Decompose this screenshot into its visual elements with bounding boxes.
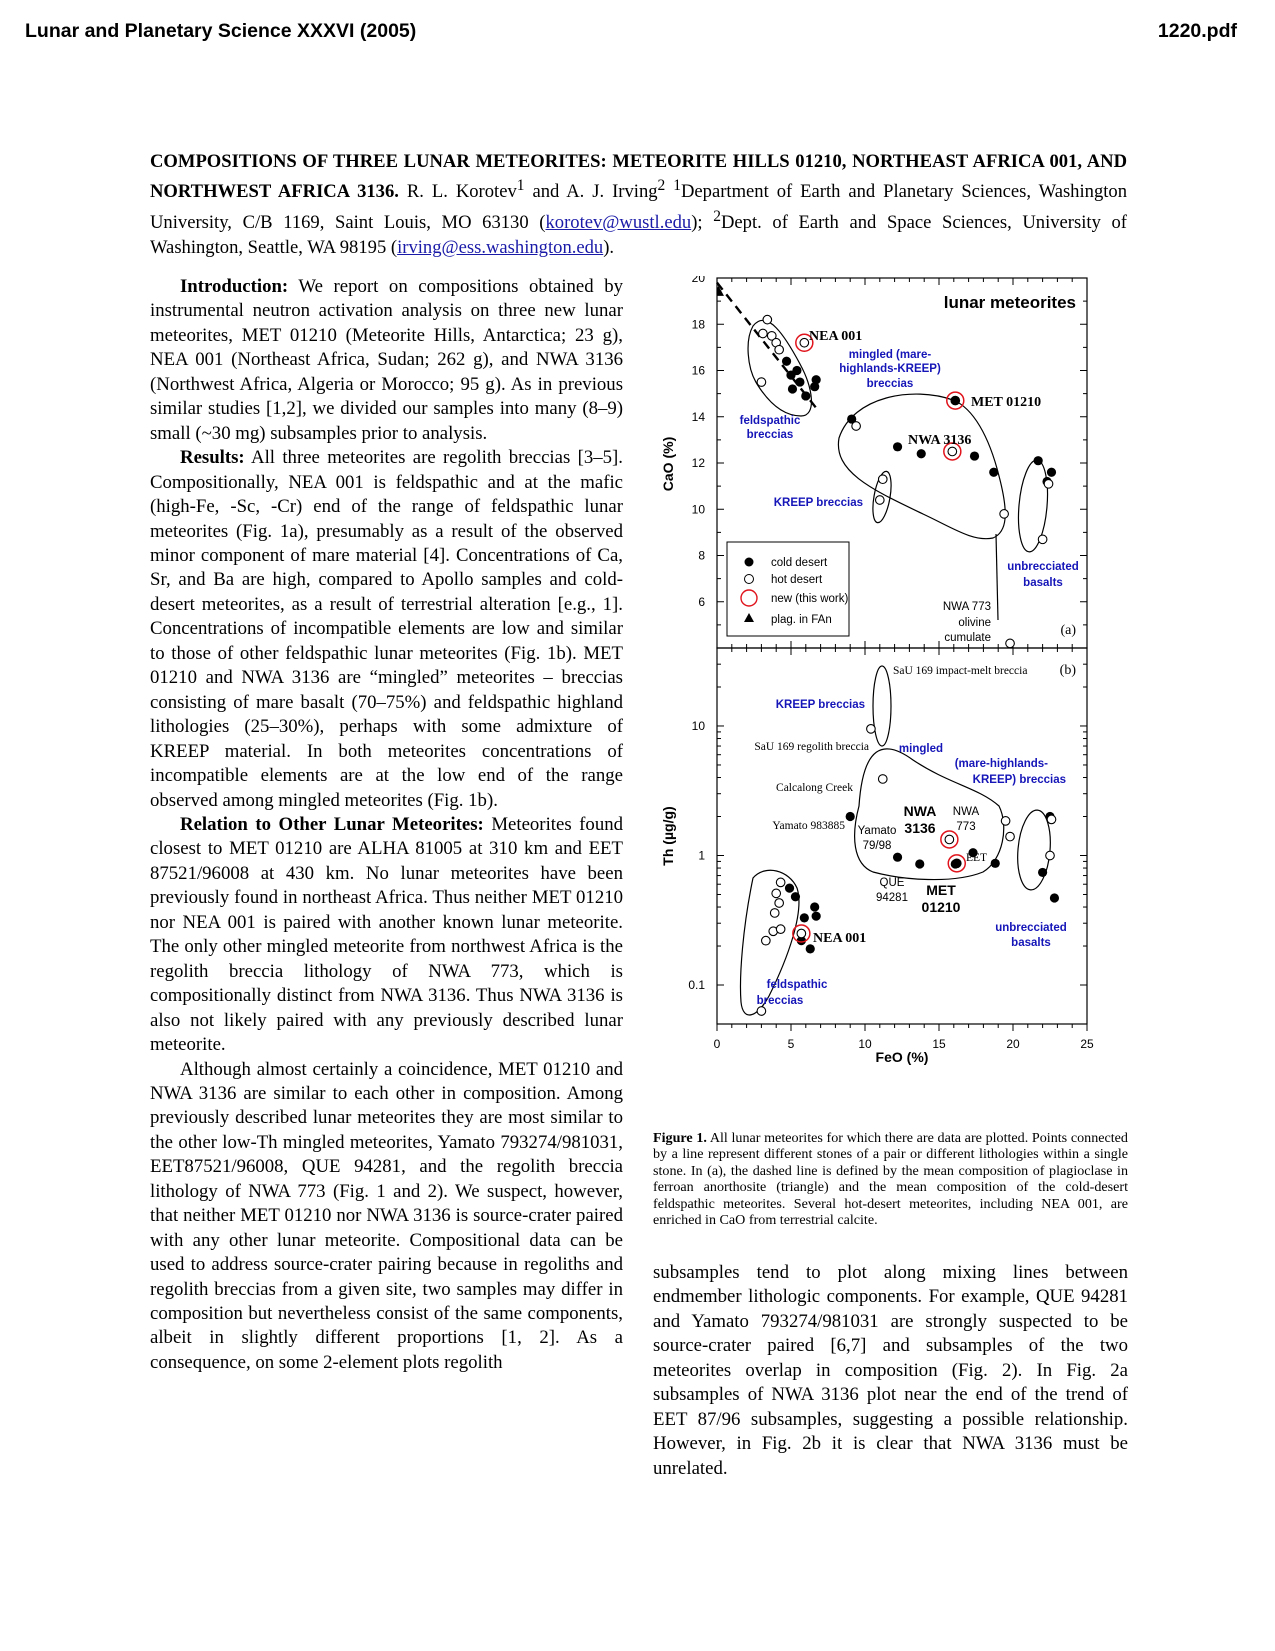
panel-b-point-cold-desert [785,884,794,893]
label-met01210-a: MET 01210 [971,395,1042,410]
panel-b-point-cold-desert [991,859,1000,868]
label-line: feldspathic [739,415,801,427]
legend-hot-desert-marker [745,575,754,584]
panel-b-point-cold-desert [1038,868,1047,877]
running-header-left: Lunar and Planetary Science XXXVI (2005) [25,20,417,42]
panel-a-point-hot-desert [876,496,885,505]
label-line: 773 [956,821,976,833]
left-column [150,275,623,1375]
paragraph-introduction [150,275,623,446]
label-line: mingled [898,743,943,755]
label-feldspathic-b [757,979,828,1007]
panel-a-point-cold-desert [788,384,797,393]
label-nea001-b: NEA 001 [813,931,867,946]
legend-cold-desert: cold desert [771,557,828,569]
panel-b-point-hot-desert [867,725,876,734]
section-heading: Relation to Other Lunar Meteorites: [180,813,484,835]
panel-b-point-hot-desert [770,909,779,918]
panel-a-point-cold-desert [970,451,979,460]
nwa773-connector-a [996,534,998,620]
label-nwa3136-b [904,803,937,836]
label-met01210-b [922,882,961,915]
y-tick-label-a: 10 [691,502,705,517]
paragraph-continued: subsamples tend to plot along mixing lines between endmember lithologic components. For example, QUE 94281 and Yamato 793274/981031 are strongly suspected to be source-crater paired [6,7] and subsamples of the two meteorites overlap in composition (Fig. 2). In Fig. 2a subsamples of NWA 3136 plot near the end of the trend of EET 87/96 subsamples, suggesting a possible relationship. However, in Fig. 2b it is clear that NWA 3136 must be unrelated. [653,1262,1128,1479]
panel-b-frame [717,648,1087,1024]
label-mingled-b [899,743,1066,786]
panel-a-point-hot-desert [775,345,784,354]
panel-b-point-hot-desert [1046,851,1055,860]
x-tick-label: 20 [1006,1037,1020,1051]
panel-b-point-hot-desert [878,775,887,784]
label-nwa773-b [953,806,980,833]
panel-a-point-hot-desert [1044,480,1053,489]
label-sau-regolith: SaU 169 regolith breccia [754,741,869,753]
panel-b-point-new [952,859,961,868]
label-kreep-a: KREEP breccias [773,497,863,509]
section-heading: Results: [180,447,245,469]
paper-title: COMPOSITIONS OF THREE LUNAR METEORITES: METEORITE HILLS 01210, NORTHEAST AFRICA 001, AND NORTHWEST AFRICA 3136. [150,151,1127,203]
paragraph-text: All three meteorites are regolith breccias [3–5]. Compositionally, NEA 001 is feldspathic and at the mafic (high-Fe, -Sc, -Cr) end of the range of feldspathic lunar meteorites (Fig. 1a), presumably as a result of the observed minor component of mare material [4]. Concentrations of Ca, Sr, and Ba are high, compared to Apollo samples and cold-desert meteorites, as a result of terrestrial alteration [e.g., 1]. Concentrations of incompatible elements are low and similar to those of other feldspathic lunar meteorites (Fig. 1b). MET 01210 and NWA 3136 are “mingled” meteorites – breccias consisting of mare basalt (70–75%) and feldspathic highland lithologies (25–30%), perhaps with some admixture of KREEP material. In both meteorites concentrations of incompatible elements are at the low end of the range observed among mingled meteorites (Fig. 1b). [150,447,623,811]
label-line: NWA [952,806,980,818]
panel-b-point-cold-desert [893,853,902,862]
email-link-1[interactable]: korotev@wustl.edu [545,212,692,234]
x-tick-label: 15 [932,1037,946,1051]
panel-b-point-cold-desert [846,812,855,821]
legend [727,542,849,636]
panel-a-point-hot-desert [1038,535,1047,544]
author-1: R. L. Korotev [406,181,517,203]
panel-label-a: (a) [1060,623,1076,638]
panel-a-point-new [951,396,960,405]
affiliation-marker: 1 [516,177,525,195]
paragraph-coincidence: Although almost certainly a coincidence, MET 01210 and NWA 3136 are similar to each other in composition. Among previously described lunar meteorites they are most similar to the other low-Th mingled meteorites, Yamato 793274/981031, EET87521/96008, QUE 94281, and the regolith breccia lithology of NWA 773 (Fig. 1 and 2). We suspect, however, that neither MET 01210 nor NWA 3136 is source-crater paired with any other lunar meteorite. Compositional data can be used to address source-crater pairing because in regoliths and regolith breccias from a given site, two samples may differ in composition but nevertheless consist of the same components, albeit in slightly different proportions [1, 2]. As a consequence, on some 2-element plots regolith [150,1058,623,1373]
label-sau-impact-melt: SaU 169 impact-melt breccia [893,665,1028,677]
label-line: MET [926,882,956,898]
affiliation-2: Dept. of Earth and Space Sciences, University of Washington, Seattle, WA 98195 ( [150,212,1128,258]
affiliation-marker: 1 [673,177,681,195]
paragraph-text: Meteorites found closest to MET 01210 are ALHA 81005 at 310 km and EET 87521/96008 at 430 km. No lunar meteorites have been previously found in northeast Africa. Thus neither MET 01210 nor NEA 001 is paired with another known lunar meteorite. The only other mingled meteorite from northwest Africa is the regolith breccia lithology of NWA 773, which is compositionally distinct from NWA 3136. Thus NWA 3136 is also not likely paired with any previously described lunar meteorite. [150,813,623,1056]
y-tick-label-a: 12 [691,456,705,470]
running-header-right: 1220.pdf [1157,20,1237,42]
label-line: mingled (mare- [848,349,932,361]
label-yamato983885: Yamato 983885 [772,820,845,832]
panel-b-point-cold-desert [915,859,924,868]
paragraph-text: We report on compositions obtained by instrumental neutron activation analysis on three new lunar meteorites, MET 01210 (Meteorite Hills, Antarctica; 23 g), NEA 001 (Northeast Africa, Sudan; 262 g), and NWA 3136 (Northwest Africa, Algeria or Morocco; 95 g). As in previous similar studies [1,2], we divided our samples into many (8–9) small (~30 mg) subsamples prior to analysis. [150,276,623,444]
panel-a-point-cold-desert [1034,456,1043,465]
panel-a-point-cold-desert [812,375,821,384]
panel-a-point-cold-desert [893,442,902,451]
label-line: breccias [756,995,804,1007]
label-calcalong: Calcalong Creek [776,782,853,794]
y-tick-label-b: 0.1 [688,978,705,993]
figure-1 [653,276,1128,1126]
y-axis-label-b: Th (µg/g) [660,806,676,866]
panel-a-point-cold-desert [1047,468,1056,477]
label-unbrecciated-a [1007,561,1079,589]
panel-a-point-hot-desert [1006,639,1015,648]
panel-b-point-cold-desert [812,912,821,921]
punctuation: ); [691,212,703,234]
label-feldspathic-a [740,415,801,441]
label-line: Yamato [857,825,897,837]
panel-b-point-hot-desert [775,899,784,908]
panel-b-point-cold-desert [1050,893,1059,902]
panel-b-point-new [945,835,954,844]
label-nea001-a: NEA 001 [809,329,863,344]
y-tick-label-a: 16 [691,363,705,378]
label-line: NWA 773 [942,601,991,613]
label-line: KREEP) breccias [972,774,1066,786]
panel-b-point-hot-desert [1047,815,1056,824]
paragraph-relation [150,813,623,1058]
punctuation: ). [603,236,615,258]
label-line: feldspathic [766,979,828,991]
figure-1-plot [653,276,1128,1126]
panel-a-point-cold-desert [782,357,791,366]
panel-a-point-cold-desert [801,391,810,400]
axis-ticks [688,276,1094,1051]
label-line: QUE [879,877,905,889]
x-tick-label: 25 [1080,1037,1094,1051]
label-line: 01210 [921,899,961,915]
panel-a-point-hot-desert [878,475,887,484]
panel-b-regions [741,666,1054,1015]
panel-b-point-hot-desert [776,925,785,934]
panel-b-point-hot-desert [762,936,771,945]
label-line: unbrecciated [1007,561,1079,573]
panel-a-point-plag [713,286,724,296]
y-tick-label-b: 10 [691,718,705,733]
label-line: 94281 [876,892,908,904]
label-line: breccias [866,378,914,390]
x-axis-label: FeO (%) [875,1049,929,1065]
panel-b-point-hot-desert [772,889,781,898]
panel-a-point-new [800,338,809,347]
label-que94281 [876,877,908,904]
legend-hot-desert: hot desert [771,574,823,586]
y-axis-label-a: CaO (%) [660,436,676,492]
legend-cold-desert-marker [745,558,754,567]
label-mingled-a [839,349,941,390]
label-line: basalts [1023,577,1063,589]
figure-caption [653,1130,1128,1228]
label-line: basalts [1011,937,1051,949]
label-line: 3136 [904,820,936,836]
panel-b-point-new [797,929,806,938]
panel-a-point-cold-desert [989,468,998,477]
panel-a-point-cold-desert [792,366,801,375]
label-nwa3136-a: NWA 3136 [908,433,972,448]
panel-b-point-hot-desert [1006,832,1015,841]
chart-title: lunar meteorites [943,293,1076,312]
panel-a-point-hot-desert [852,422,861,431]
kreep-region-b [873,666,891,746]
affiliation-1: Department of Earth and Planetary Sciences, Washington University, C/B 1169, Saint Louis, MO 63130 ( [150,181,1127,234]
affiliation-marker: 2 [713,208,721,225]
email-link-2[interactable]: irving@ess.washington.edu [397,236,604,258]
legend-plag: plag. in FAn [771,614,832,626]
panel-a-point-hot-desert [757,378,766,387]
label-eet: EET [966,852,988,864]
label-kreep-b: KREEP breccias [775,699,865,711]
panel-b-point-hot-desert [757,1007,766,1016]
caption-label: Figure 1. [653,1130,707,1146]
panel-a-point-cold-desert [917,449,926,458]
affiliation-marker: 2 [657,177,666,195]
label-line: breccias [746,429,794,441]
y-tick-label-a: 18 [691,317,705,332]
label-line: highlands-KREEP) [839,363,941,375]
author-2: and A. J. Irving [532,181,658,203]
label-line: cumulate [944,632,991,644]
panel-b-point-cold-desert [791,892,800,901]
x-tick-label: 5 [787,1037,795,1051]
panel-label-b: (b) [1059,663,1076,678]
label-line: (mare-highlands- [954,758,1048,770]
y-tick-label-a: 6 [698,594,705,609]
panel-a-point-hot-desert [763,315,772,324]
label-line: NWA [903,803,937,819]
label-nwa773-a [943,601,991,644]
x-tick-label: 0 [713,1037,721,1051]
panel-a-point-hot-desert [759,329,768,338]
panel-a-point-hot-desert [1000,510,1009,519]
label-line: olivine [958,617,991,629]
legend-new: new (this work) [771,593,849,605]
mingled-region-a [838,394,1005,539]
y-tick-label-a: 20 [691,276,705,285]
paper-title-block [150,150,1127,260]
paragraph-results [150,446,623,813]
panel-b-point-hot-desert [776,878,785,887]
panel-a-point-cold-desert [795,377,804,386]
panel-b-point-hot-desert [1001,817,1010,826]
right-column [653,1261,1128,1481]
x-tick-label: 10 [858,1037,872,1051]
label-yamato7998 [858,825,897,852]
section-heading: Introduction: [180,276,289,297]
label-line: unbrecciated [995,922,1067,934]
panel-b-point-cold-desert [810,902,819,911]
panel-a-point-new [948,447,957,456]
y-tick-label-a: 14 [691,409,705,424]
label-line: 79/98 [862,840,892,852]
y-tick-label-a: 8 [698,548,705,563]
y-tick-label-b: 1 [698,848,705,863]
caption-text: All lunar meteorites for which there are data are plotted. Points connected by a line represent different stones of a pair or different lithologies within a single stone. In (a), the dashed line is defined by the mean composition of plagioclase in ferroan anorthosite (triangle) and the mean composition of the cold-desert feldspathic meteorites. Several hot-desert meteorites, including NEA 001, are enriched in CaO from terrestrial calcite. [653,1130,1128,1229]
panel-b-point-cold-desert [800,913,809,922]
label-unbrecciated-b [995,922,1067,949]
